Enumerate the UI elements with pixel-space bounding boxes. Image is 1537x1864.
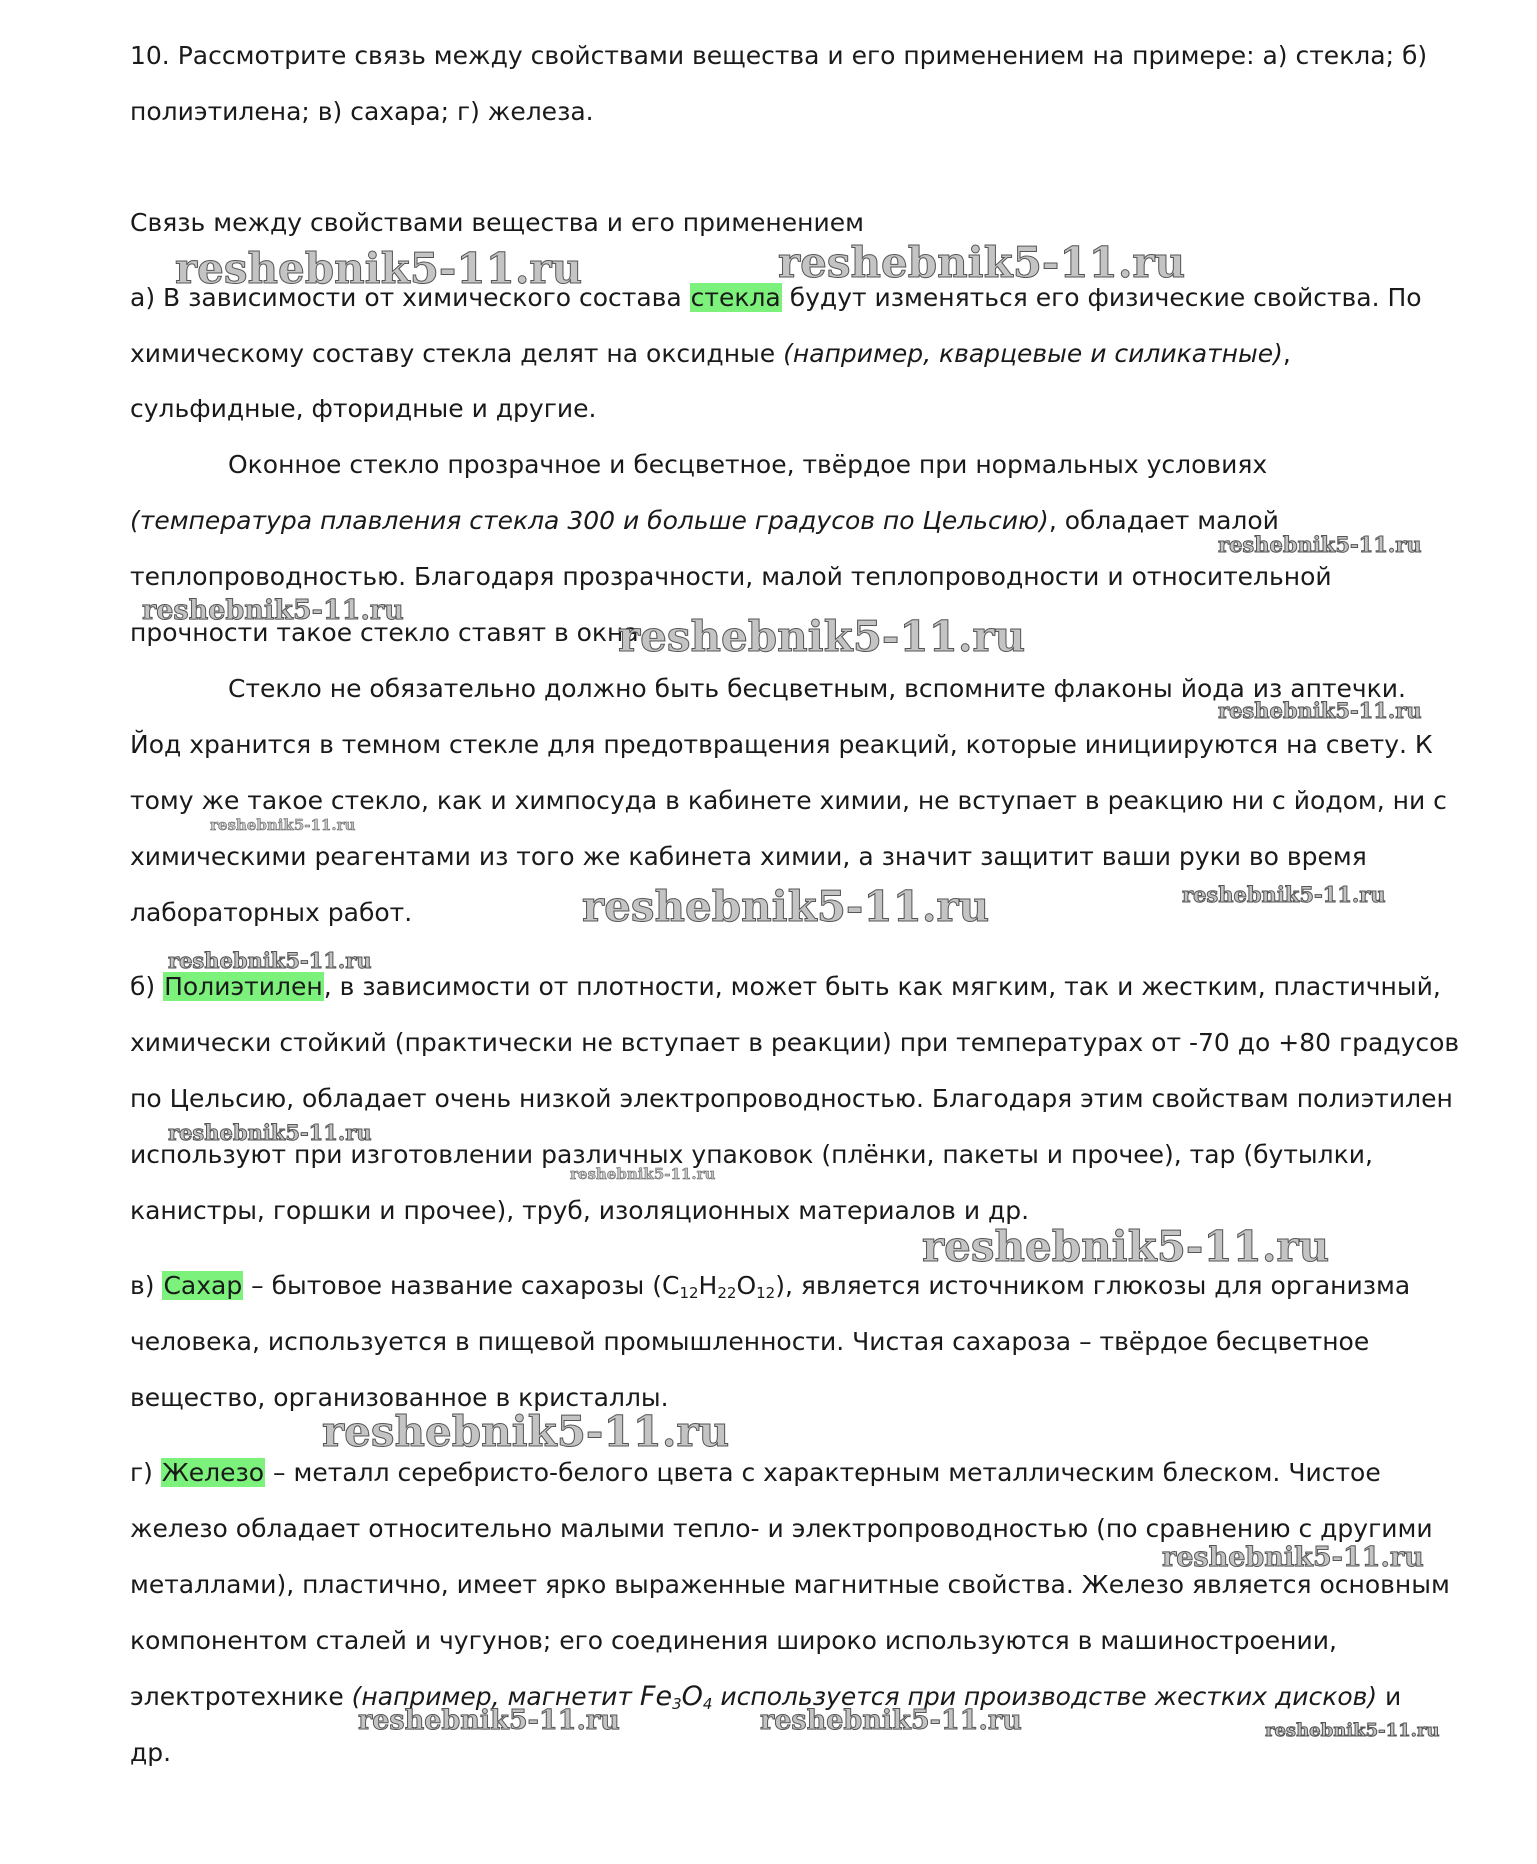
watermark: reshebnik5-11.ru <box>1218 698 1422 723</box>
watermark: reshebnik5-11.ru <box>358 1705 620 1736</box>
watermark: reshebnik5-11.ru <box>760 1705 1022 1736</box>
watermark: reshebnik5-11.ru <box>168 1120 372 1145</box>
watermark: reshebnik5-11.ru <box>582 882 990 931</box>
glass-p3-line-3: тому же такое стекло, как и химпосуда в кабинете химии, не вступает в реакцию ни с йодом, ни с <box>130 786 1447 815</box>
watermark: reshebnik5-11.ru <box>1265 1720 1440 1741</box>
glass-p2-line-2: (температура плавления стекла 300 и больше градусов по Цельсию), обладает малой <box>130 506 1279 535</box>
iron-line-3: металлами), пластично, имеет ярко выраженные магнитные свойства. Железо является основным <box>130 1570 1450 1599</box>
watermark: reshebnik5-11.ru <box>175 244 583 293</box>
glass-line-2: химическому составу стекла делят на оксидные (например, кварцевые и силикатные), <box>130 339 1291 368</box>
watermark: reshebnik5-11.ru <box>922 1222 1330 1271</box>
highlight-polyethylene: Полиэтилен <box>164 972 323 1001</box>
watermark: reshebnik5-11.ru <box>570 1165 716 1183</box>
iron-line-4: компонентом сталей и чугунов; его соединения широко используются в машиностроении, <box>130 1626 1337 1655</box>
glass-p2-line-3: теплопроводностью. Благодаря прозрачности, малой теплопроводности и относительной <box>130 562 1332 591</box>
watermark: reshebnik5-11.ru <box>322 1407 730 1456</box>
watermark: reshebnik5-11.ru <box>778 238 1186 287</box>
watermark: reshebnik5-11.ru <box>1182 882 1386 907</box>
glass-p2-line-4: прочности такое стекло ставят в окна. <box>130 618 647 647</box>
watermark: reshebnik5-11.ru <box>618 612 1026 661</box>
iron-line-2: железо обладает относительно малыми тепло- и электропроводностью (по сравнению с другими <box>130 1514 1433 1543</box>
iron-line-5: электротехнике (например, магнетит $Fe_3O_4$ используется при производстве жестких дисков) и <box>130 1681 1402 1713</box>
task-line-1: 10. Рассмотрите связь между свойствами вещества и его применением на примере: а) стекла; б) <box>130 41 1428 70</box>
polyethylene-line-3: по Цельсию, обладает очень низкой электропроводностью. Благодаря этим свойствам полиэтилен <box>130 1084 1453 1113</box>
highlight-sugar: Сахар <box>163 1271 243 1300</box>
glass-line-3: сульфидные, фторидные и другие. <box>130 394 597 423</box>
iron-line-6: др. <box>130 1738 172 1767</box>
glass-line-1: а) В зависимости от химического состава стекла будут изменяться его физические свойства. По <box>130 283 1422 312</box>
watermark: reshebnik5-11.ru <box>210 816 356 834</box>
polyethylene-line-1: б) Полиэтилен, в зависимости от плотности, может быть как мягким, так и жестким, пластичный, <box>130 972 1441 1001</box>
glass-p3-line-5: лабораторных работ. <box>130 898 413 927</box>
iron-line-1: г) Железо – металл серебристо-белого цвета с характерным металлическим блеском. Чистое <box>130 1458 1381 1487</box>
polyethylene-line-4: используют при изготовлении различных упаковок (плёнки, пакеты и прочее), тар (бутылки, <box>130 1140 1373 1169</box>
watermark: reshebnik5-11.ru <box>142 595 404 626</box>
watermark: reshebnik5-11.ru <box>168 948 372 973</box>
glass-p3-line-4: химическими реагентами из того же кабинета химии, а значит защитит ваши руки во время <box>130 842 1367 871</box>
answer-heading: Связь между свойствами вещества и его применением <box>130 208 864 237</box>
polyethylene-line-2: химически стойкий (практически не вступает в реакции) при температурах от -70 до +80 градусов <box>130 1028 1460 1057</box>
glass-p3-line-2: Йод хранится в темном стекле для предотвращения реакций, которые инициируются на свету. К <box>130 730 1433 759</box>
sugar-line-1: в) Сахар – бытовое название сахарозы $(C_{12}H_{22}O_{12})$, является источником глюкозы для организма <box>130 1271 1411 1302</box>
task-line-2: полиэтилена; в) сахара; г) железа. <box>130 97 594 126</box>
sugar-line-3: вещество, организованное в кристаллы. <box>130 1383 669 1412</box>
glass-p2-line-1: Оконное стекло прозрачное и бесцветное, твёрдое при нормальных условиях <box>228 450 1268 479</box>
watermark: reshebnik5-11.ru <box>1218 532 1422 557</box>
sugar-line-2: человека, используется в пищевой промышленности. Чистая сахароза – твёрдое бесцветное <box>130 1327 1370 1356</box>
watermark: reshebnik5-11.ru <box>1162 1542 1424 1573</box>
glass-p3-line-1: Стекло не обязательно должно быть бесцветным, вспомните флаконы йода из аптечки. <box>228 674 1406 703</box>
highlight-iron: Железо <box>161 1458 265 1487</box>
polyethylene-line-5: канистры, горшки и прочее), труб, изоляционных материалов и др. <box>130 1196 1030 1225</box>
magnetite-formula: $Fe_3O_4$ <box>639 1681 713 1713</box>
highlight-glass: стекла <box>690 283 781 312</box>
